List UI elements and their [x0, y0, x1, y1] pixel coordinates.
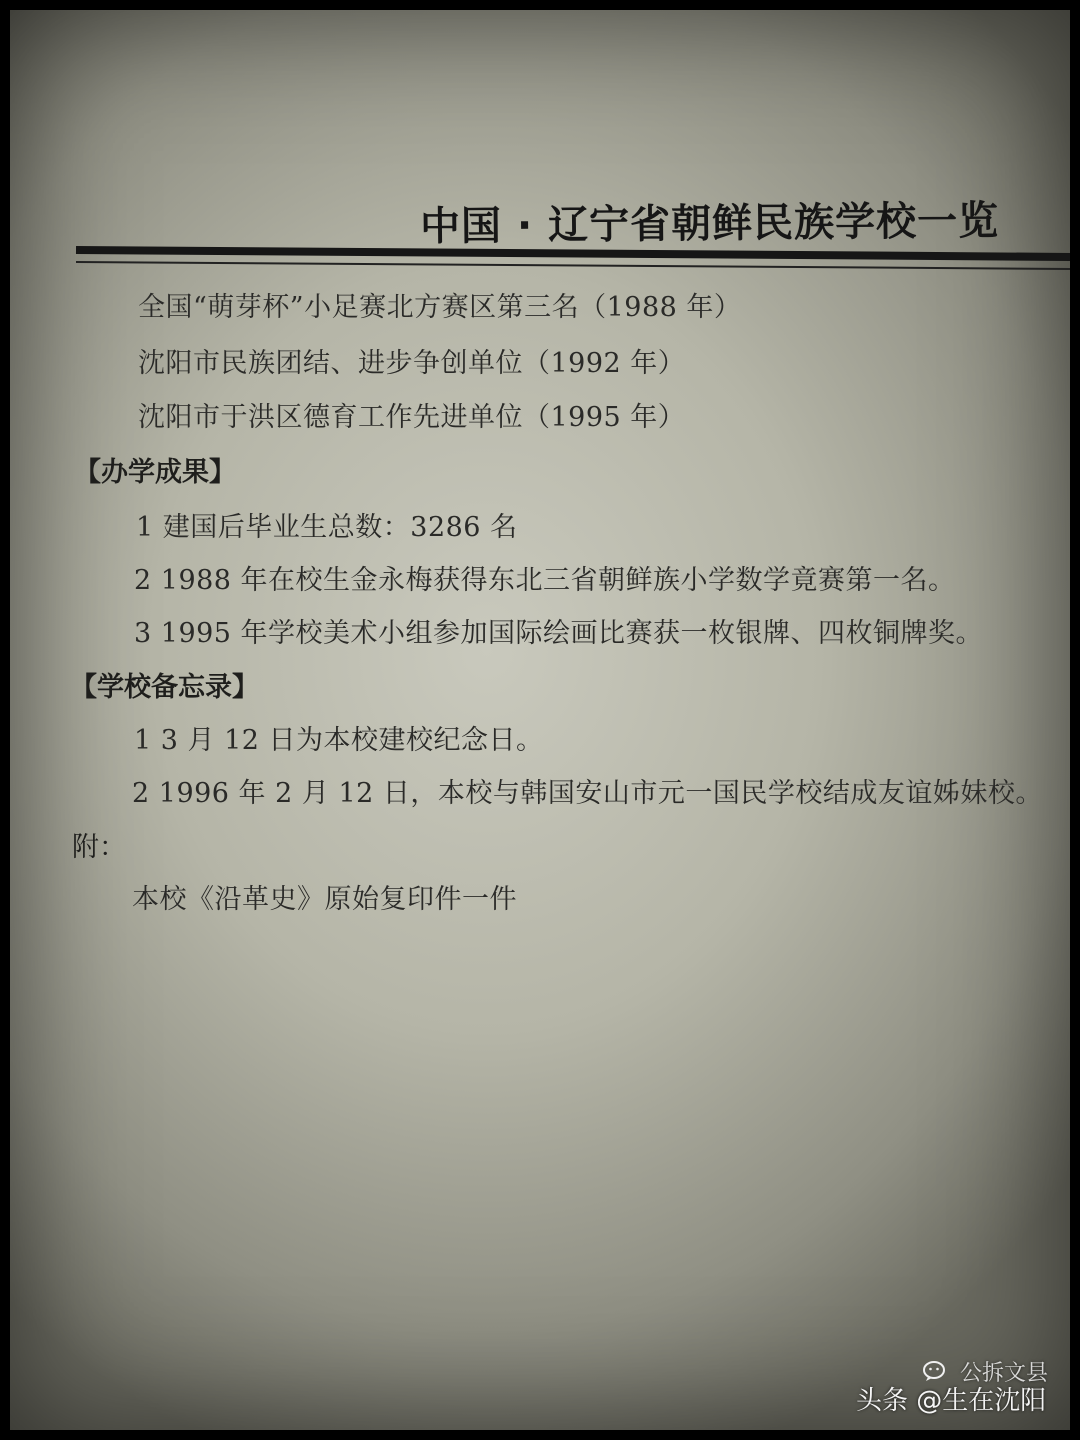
appendix-item: 本校《沿革史》原始复印件一件 — [132, 884, 517, 915]
honor-item: 沈阳市民族团结、进步争创单位（1992 年） — [138, 348, 686, 379]
page-header-title: 中国 · 辽宁省朝鲜民族学校一览 — [419, 197, 1000, 251]
watermark-text: 头条 @生在沈阳 — [856, 1386, 1047, 1416]
achievement-item: 1 建国后毕业生总数：3286 名 — [136, 512, 518, 543]
memo-item: 1 3 月 12 日为本校建校纪念日。 — [134, 725, 544, 756]
achievement-item: 3 1995 年学校美术小组参加国际绘画比赛获一枚银牌、四枚铜牌奖。 — [134, 618, 984, 649]
honor-item: 全国“萌芽杯”小足赛北方赛区第三名（1988 年） — [138, 292, 742, 323]
achievement-item: 2 1988 年在校生金永梅获得东北三省朝鲜族小学数学竟赛第一名。 — [134, 565, 956, 596]
section-heading-achievements: 【办学成果】 — [74, 457, 236, 488]
section-heading-memo: 【学校备忘录】 — [70, 672, 259, 703]
honor-item: 沈阳市于洪区德育工作先进单位（1995 年） — [138, 402, 686, 433]
watermark-text-top: 公拆文县 — [960, 1361, 1049, 1386]
memo-item: 2 1996 年 2 月 12 日，本校与韩国安山市元一国民学校结成友谊姊妹校。 — [132, 778, 1043, 809]
document-page — [10, 10, 1070, 1430]
section-heading-appendix: 附： — [72, 832, 126, 863]
header-rule-thin — [76, 261, 1070, 270]
